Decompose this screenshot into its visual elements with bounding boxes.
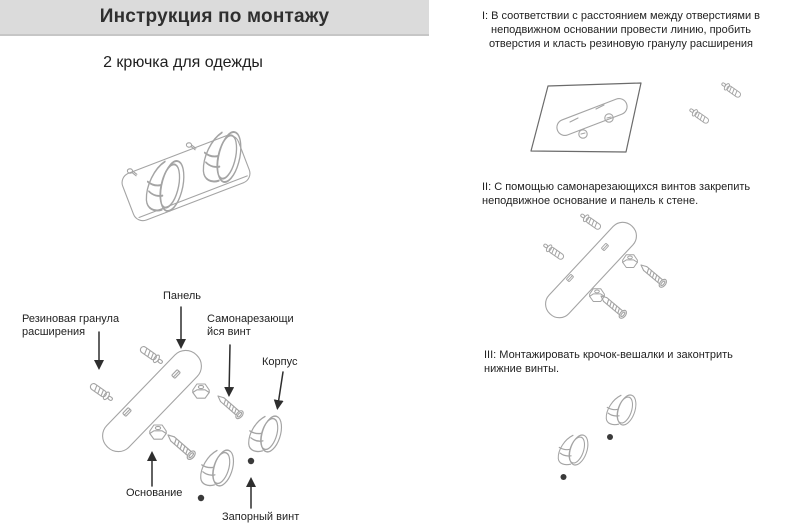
step2-text: II: С помощью самонарезающихся винтов закрепить неподвижное основание и панель к стене. [482, 181, 751, 207]
label-self-tapping-screw-line1: Самонарезающи [207, 313, 294, 325]
step3-hooks-diagram [558, 392, 639, 480]
locking-screw-dot [248, 458, 254, 464]
label-base: Основание [126, 487, 183, 499]
locking-screw-dot [607, 434, 613, 440]
step3-text: III: Монтажировать крочок-вешалки и законтрить нижние винты. [484, 349, 733, 375]
assembled-hooks-drawing [119, 127, 253, 223]
page-title: Инструкция по монтажу [99, 6, 330, 27]
step2-screwing-diagram [540, 212, 668, 324]
step1-text: I: В соответствии с расстоянием между отверстиями в неподвижном основании провести линию, пробить отверстия и класть резиновую гранулу расширения [481, 10, 761, 50]
label-locking-screw: Запорный винт [222, 511, 300, 523]
label-rubber-granule: Резиновая гранула расширения [22, 313, 120, 338]
label-panel: Панель [163, 290, 202, 302]
label-body: Корпус [262, 356, 298, 368]
locking-screw-dot [561, 474, 567, 480]
step1-drilling-diagram [531, 80, 742, 152]
product-subtitle: 2 крючка для одежды [103, 54, 263, 71]
label-self-tapping-screw [207, 313, 305, 339]
exploded-parts-drawing [89, 344, 286, 501]
label-self-tapping-screw-line2: йся винт [207, 326, 251, 338]
locking-screw-dot [198, 495, 204, 501]
